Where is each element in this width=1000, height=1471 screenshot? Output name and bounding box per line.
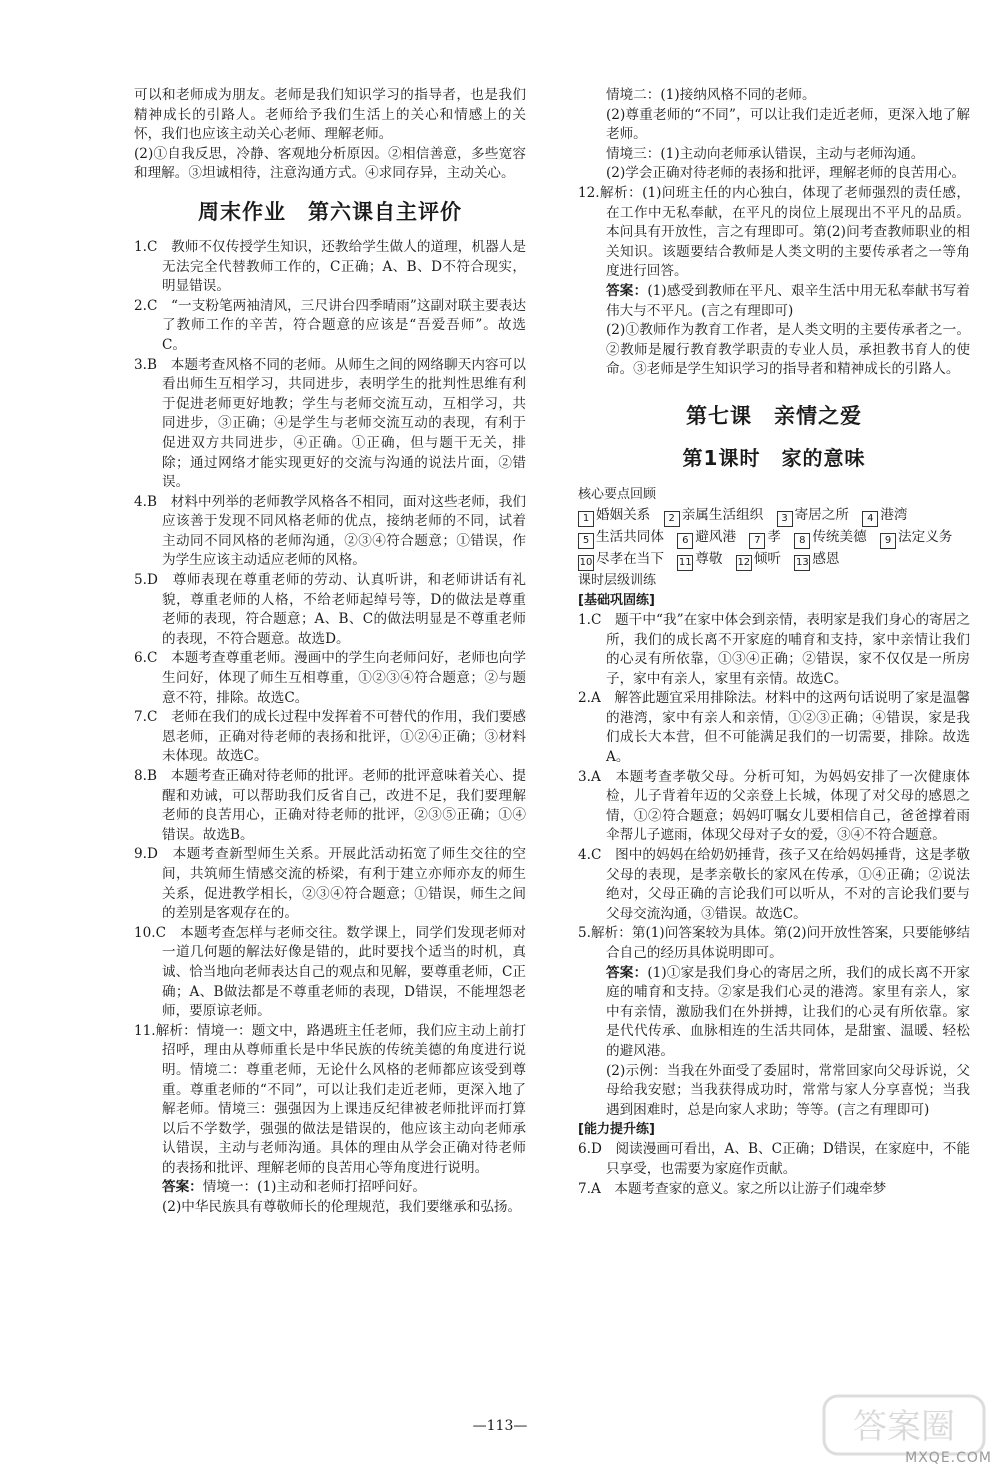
left-column [134, 86, 526, 1218]
answer-line: 情境一：(1)主动和老师打招呼问好。 [202, 1179, 426, 1196]
lesson-title: 第七课 亲情之爱 [686, 403, 862, 428]
key-point-item [578, 507, 650, 523]
key-point-number: 9 [880, 533, 896, 549]
answer-line: (1)①家是我们身心的寄居之所，我们的成长离不开家庭的哺育和支持。②家是我们心灵的港湾。家里有亲人，家中有亲情，激励我们在外拼搏，让我们的心灵有所依靠。家是代代传承、血脉相连的生活共同体，是甜蜜、温暖、轻松的避风港。 [606, 964, 970, 1059]
key-point-number: 1 [578, 511, 594, 527]
basic-item-5: 5.解析：第(1)问答案较为具体。第(2)问开放性答案，只要能够结合自己的经历具体说明即可。 [578, 925, 970, 961]
key-point-text: 避风港 [695, 528, 737, 545]
key-point-item [749, 529, 781, 545]
key-point-number: 6 [677, 533, 693, 549]
key-point-item [794, 529, 866, 545]
key-point-number: 3 [777, 511, 793, 527]
section-heading-weekend-homework: 周末作业 第六课自主评价 [198, 199, 462, 224]
answer-item-5: 5.D 尊师表现在尊重老师的劳动、认真听讲，和老师讲话有礼貌，尊重老师的人格，不给老师起绰号等，D的做法是尊重老师的表现，符合题意；A、B、C的做法明显是不尊重老师的表现，不符合题意。故选D。 [134, 572, 526, 647]
key-point-number: 10 [578, 555, 594, 571]
key-point-item [677, 551, 722, 567]
right-column [578, 86, 970, 1199]
key-point-number: 4 [862, 511, 878, 527]
key-point-text: 港湾 [880, 506, 908, 523]
key-point-item [777, 507, 849, 523]
key-point-number: 8 [794, 533, 810, 549]
answer-item-11: 11.解析：情境一：题文中，路遇班主任老师，我们应主动上前打招呼，理由从尊师重长是中华民族的传统美德的角度进行说明。情境二：尊重老师，无论什么风格的老师都应该受到尊重。尊重老师的“不同”，可以让我们走近老师，更深入地了解老师。情境三：强强因为上课违反纪律被老师批评而打算以后不学数学，强强的做法是错误的，他应该主动向老师承认错误，主动与老师沟通。具体的理由从学会正确对待老师的表扬和批评、理解老师的良苦用心等角度进行说明。 [134, 1022, 526, 1176]
ability-item-7: 7.A 本题考查家的意义。家之所以让游子们魂牵梦 [578, 1180, 887, 1197]
answer-item-9: 9.D 本题考查新型师生关系。开展此活动拓宽了师生交往的空间，共筑师生情感交流的桥梁，有利于建立亦师亦友的师生关系，促进教学相长，②③④符合题意；①错误，师生之间的差别是客观存在的。 [134, 846, 526, 922]
key-point-item [578, 551, 664, 567]
key-point-item [862, 507, 907, 523]
period-title: 第1课时 家的意味 [682, 445, 866, 470]
scenario-line-2: (2)尊重老师的“不同”，可以让我们走近老师，更深入地了解老师。 [606, 106, 970, 143]
intro-paragraph-2: (2)①自我反思，冷静、客观地分析原因。②相信善意，多些宽容和理解。③坦诚相待，注意沟通方式。④求同存异，主动关心。 [134, 145, 526, 182]
key-point-text: 亲属生活组织 [681, 506, 764, 523]
watermark-site: MXQE.COM [905, 1450, 992, 1466]
answer-item-4: 4.B 材料中列举的老师教学风格各不相同，面对这些老师，我们应该善于发现不同风格老师的优点，接纳老师的不同，试着主动同不同风格的老师沟通，②③④符合题意；①错误，作为学生应该主动适应老师的风格。 [134, 493, 526, 569]
basic-practice-label: [基础巩固练] [578, 592, 655, 608]
watermark-logo-text: 答案圈 [853, 1407, 955, 1447]
key-point-number: 7 [749, 533, 765, 549]
answer-item-10: 10.C 本题考查怎样与老师交往。数学课上，同学们发现老师对一道几何题的解法好像是错的，此时要找个适当的时机，真诚、恰当地向老师表达自己的观点和见解，要尊重老师，C正确；A、B做法都是不尊重老师的表现，D错误，不能埋怨老师，要原谅老师。 [134, 924, 526, 1020]
answer-item-11-answer-2: (2)中华民族具有尊敬师长的伦理规范，我们要继承和弘扬。 [162, 1199, 522, 1216]
answer-label: 答案： [606, 964, 648, 981]
ability-item-6: 6.D 阅读漫画可看出，A、B、C正确；D错误，在家庭中，不能只享受，也需要为家庭作贡献。 [578, 1141, 970, 1177]
basic-item-3: 3.A 本题考查孝敬父母。分析可知，为妈妈安排了一次健康体检，儿子背着年迈的父亲登上长城，体现了对父母的感恩之情，①②符合题意；妈妈叮嘱女儿要相信自己，爸爸撑着雨伞帮儿子遮雨，体现父母对子女的爱，③④不符合题意。 [578, 768, 970, 844]
answer-label: 答案： [606, 282, 648, 299]
answer-item-6: 6.C 本题考查尊重老师。漫画中的学生向老师问好，老师也向学生问好，体现了师生互相尊重，①②③④符合题意；②与题意不符，排除。故选C。 [134, 650, 526, 706]
basic-item-5-answer-1 [578, 964, 970, 1062]
answer-item-11-answer [134, 1178, 526, 1198]
basic-item-2: 2.A 解答此题宜采用排除法。材料中的这两句话说明了家是温馨的港湾，家中有亲人和亲情，①②③正确；④错误，家是我们成长大本营，但不可能满足我们的一切需要，排除。故选A。 [578, 690, 970, 766]
key-point-text: 尊敬 [695, 550, 723, 567]
intro-paragraph-1: 可以和老师成为朋友。老师是我们知识学习的指导者，也是我们精神成长的引路人。老师给予我们生活上的关心和情感上的关怀，我们也应该主动关心老师、理解老师。 [134, 87, 526, 143]
key-point-text: 传统美德 [812, 528, 867, 545]
key-point-number: 13 [794, 555, 810, 571]
key-point-number: 5 [578, 533, 594, 549]
key-point-item [578, 529, 664, 545]
key-point-item [880, 529, 952, 545]
key-point-text: 感恩 [812, 550, 840, 567]
key-points-label: 核心要点回顾 [578, 486, 657, 502]
ability-practice-label: [能力提升练] [578, 1122, 655, 1138]
key-point-number: 2 [664, 511, 680, 527]
answer-item-12-answer-2: (2)①教师作为教育工作者，是人类文明的主要传承者之一。②教师是履行教育教学职责的专业人员，承担教书育人的使命。③老师是学生知识学习的指导者和精神成长的引路人。 [606, 322, 970, 378]
answer-item-12: 12.解析：(1)问班主任的内心独白，体现了老师强烈的责任感，在工作中无私奉献，在平凡的岗位上展现出不平凡的品质。本问具有开放性，言之有理即可。第(2)问考查教师职业的相关知识。该题要结合教师是人类文明的主要传承者之一等角度进行回答。 [578, 184, 970, 280]
key-point-item [677, 529, 736, 545]
key-point-item [794, 551, 839, 567]
answer-label: 答案： [162, 1179, 203, 1196]
key-point-number: 12 [736, 555, 752, 571]
basic-item-4: 4.C 图中的妈妈在给奶奶捶背，孩子又在给妈妈捶背，这是孝敬父母的表现，是孝亲敬长的家风在传承，①④正确；②说法绝对，父母正确的言论我们可以听从，不对的言论我们要与父母交流沟通，③错误。故选C。 [578, 847, 970, 922]
key-points-list [578, 505, 970, 571]
key-point-text: 寄居之所 [794, 506, 849, 523]
answer-item-3: 3.B 本题考查风格不同的老师。从师生之间的网络聊天内容可以看出师生互相学习，共同进步，表明学生的批判性思维有利于促进老师更好地教；学生与老师交流互动，互相学习，共同进步，③正确；④是学生与老师交流互动的表现，有利于促进双方共同进步，④正确。①正确，但与题干无关，排除；通过网络才能实现更好的交流与沟通的说法片面，②错误。 [134, 356, 526, 491]
basic-item-5-answer-2: (2)示例：当我在外面受了委屈时，常常回家向父母诉说，父母给我安慰；当我获得成功时，常常与家人分享喜悦；当我遇到困难时，总是向家人求助；等等。(言之有理即可) [606, 1062, 970, 1118]
key-point-item [736, 551, 781, 567]
scenario-line-4: (2)学会正确对待老师的表扬和批评，理解老师的良苦用心。 [606, 165, 966, 182]
answer-item-12-answer-1 [578, 282, 970, 321]
answer-item-7: 7.C 老师在我们的成长过程中发挥着不可替代的作用，我们要感恩老师，正确对待老师的表扬和批评，①②④正确；③材料未体现。故选C。 [134, 709, 526, 765]
key-point-text: 倾听 [753, 550, 781, 567]
answer-item-2: 2.C “一支粉笔两袖清风，三尺讲台四季晴雨”这副对联主要表达了教师工作的辛苦，符合题意的应该是“吾爱吾师”。故选C。 [134, 297, 526, 353]
scenario-line-3: 情境三：(1)主动向老师承认错误，主动与老师沟通。 [606, 145, 925, 162]
key-point-number: 11 [677, 555, 693, 571]
key-point-text: 尽孝在当下 [596, 550, 664, 567]
scenario-line-1: 情境二：(1)接纳风格不同的老师。 [606, 87, 816, 103]
key-point-text: 法定义务 [898, 528, 953, 545]
answer-item-1: 1.C 教师不仅传授学生知识，还教给学生做人的道理，机器人是无法完全代替教师工作的，C正确；A、B、D不符合现实，明显错误。 [134, 238, 526, 295]
key-point-text: 孝 [767, 528, 781, 545]
key-point-text: 婚姻关系 [596, 506, 651, 523]
answer-line: (1)感受到教师在平凡、艰辛生活中用无私奉献书写着伟大与不平凡。(言之有理即可) [606, 282, 970, 319]
page-number: —113— [472, 1418, 528, 1434]
key-point-text: 生活共同体 [596, 528, 664, 545]
key-point-item [664, 507, 764, 523]
answer-item-8: 8.B 本题考查正确对待老师的批评。老师的批评意味着关心、提醒和劝诫，可以帮助我们反省自己，改进不足，我们要理解老师的良苦用心，正确对待老师的批评，②③⑤正确；①④错误。故选B。 [134, 768, 526, 843]
level-training-label: 课时层级训练 [578, 572, 657, 588]
basic-item-1: 1.C 题干中“我”在家中体会到亲情，表明家是我们身心的寄居之所，我们的成长离不开家庭的哺育和支持，家中亲情让我们的心灵有所依靠，①③④正确；②错误，家不仅仅是一所房子，家中有亲人，家里有亲情。故选C。 [578, 611, 970, 687]
